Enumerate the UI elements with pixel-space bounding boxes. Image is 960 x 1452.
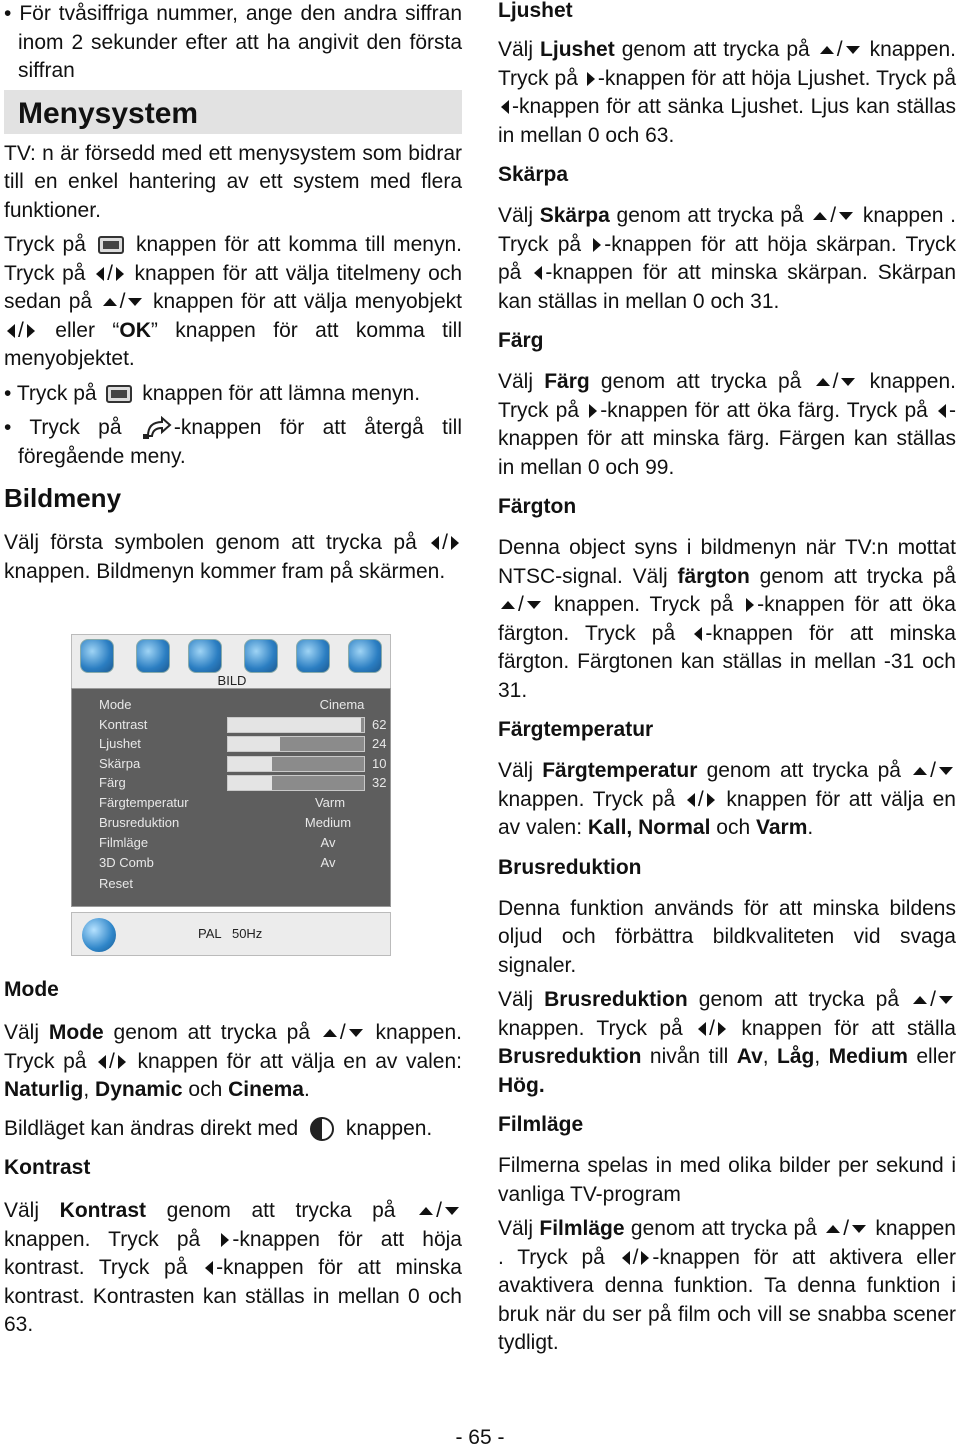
left-arrow-icon <box>694 627 702 641</box>
bildmeny-paragraph: Välj första symbolen genom att trycka på / knappen. Bildmenyn kommer fram på skärmen. <box>4 529 462 586</box>
signal-info: PAL 50Hz <box>198 926 263 941</box>
osd-row-filmlage: Filmläge <box>99 835 149 850</box>
right-arrow-icon <box>118 1055 126 1069</box>
left-arrow-icon <box>938 404 946 418</box>
menu-button-icon <box>98 236 124 254</box>
osd-row-fargtemperatur: Färgtemperatur <box>99 795 189 810</box>
down-arrow-icon <box>839 212 853 220</box>
kontrast-paragraph: Välj Kontrast genom att trycka på / knappen. Tryck på -knappen för att höja kontrast. Tryck på -knappen för att minska kontrast. Kontrasten kan ställas in mellan 0 och 63. <box>4 1199 462 1336</box>
left-arrow-icon <box>431 536 439 550</box>
left-arrow-icon <box>96 267 104 281</box>
picture-mode-button-icon <box>310 1117 334 1141</box>
osd-row-reset: Reset <box>99 876 133 891</box>
farg-bar-fill <box>228 776 272 790</box>
picture-menu-screenshot <box>71 634 391 956</box>
fargtemperatur-paragraph: Välj Färgtemperatur genom att trycka på / knappen. Tryck på / knappen för att välja en av valen: Kall, Normal och Varm. <box>498 759 956 839</box>
osd-row-mode: Mode <box>99 697 132 712</box>
edit-icon <box>296 639 330 673</box>
up-arrow-icon <box>913 996 927 1004</box>
osd-title: BILD <box>217 673 247 688</box>
brusreduktion-paragraph: Välj Brusreduktion genom att trycka på / knappen. Tryck på / knappen för att ställa Brusreduktion nivån till Av, Låg, Medium eller Hög. <box>498 988 957 1097</box>
left-arrow-icon <box>687 793 695 807</box>
left-column-lower <box>4 975 462 1340</box>
bullet-two-digit: • För tvåsiffriga nummer, ange den andra siffran inom 2 sekunder efter att ha angivit den första siffran <box>4 2 462 82</box>
menu-nav-paragraph: Tryck på knappen för att komma till menyn. Tryck på / knappen för att välja titelmeny och sedan på / knappen för att välja menyobjekt / eller “OK” knappen för att komma till menyobjektet. <box>4 233 462 370</box>
screen-icon <box>348 639 382 673</box>
right-arrow-icon <box>707 793 715 807</box>
filmlage-intro: Filmerna spelas in med olika bilder per sekund i vanliga TV-program <box>498 1154 956 1206</box>
filmlage-value: Av <box>320 835 336 850</box>
page-number: - 65 - <box>455 1426 505 1449</box>
ljushet-bar <box>227 736 365 752</box>
kontrast-value: 62 <box>372 717 387 732</box>
bildmeny-heading: Bildmeny <box>4 483 122 513</box>
right-arrow-icon <box>718 1022 726 1036</box>
mode-paragraph: Välj Mode genom att trycka på / knappen. Tryck på / knappen för att välja en av valen: Naturlig, Dynamic och Cinema. <box>4 1021 462 1101</box>
fargtemperatur-value: Varm <box>314 795 346 810</box>
mode-heading: Mode <box>4 978 59 1001</box>
down-arrow-icon <box>852 1225 866 1233</box>
left-arrow-icon <box>205 1261 213 1275</box>
up-arrow-icon <box>501 601 515 609</box>
osd-mode-value: Cinema <box>319 697 365 712</box>
left-arrow-icon <box>7 324 15 338</box>
brusreduktion-value: Medium <box>304 815 352 830</box>
down-arrow-icon <box>445 1207 459 1215</box>
menu-button-icon <box>106 385 132 403</box>
osd-info-bar <box>71 912 391 956</box>
fargton-paragraph: Denna object syns i bildmenyn när TV:n mottat NTSC-signal. Välj färgton genom att trycka på / knappen. Tryck på -knappen för att öka färgton. Tryck på -knappen för att minska färgton. Färgtonen kan ställas in mellan -31 och 31. <box>498 536 956 702</box>
skarpa-bar-fill <box>228 757 272 771</box>
down-arrow-icon <box>527 601 541 609</box>
right-arrow-icon <box>116 267 124 281</box>
right-arrow-icon <box>746 598 754 612</box>
bullet-two-digit-text: För tvåsiffriga nummer, ange den andra siffran inom 2 sekunder efter att ha angivit den första siffran <box>18 2 462 82</box>
osd-menu-body <box>71 688 391 907</box>
down-arrow-icon <box>128 298 142 306</box>
left-arrow-icon <box>501 100 509 114</box>
osd-row-3d-comb: 3D Comb <box>99 855 154 870</box>
ljushet-paragraph: Välj Ljushet genom att trycka på / knappen. Tryck på -knappen för att höja Ljushet. Tryck på -knappen för att sänka Ljushet. Ljus kan ställas in mellan 0 och 63. <box>498 38 956 147</box>
right-arrow-icon <box>593 238 601 252</box>
filmlage-paragraph: Välj Filmläge genom att trycka på / knappen . Tryck på / -knappen för att aktivera eller avaktivera denna funktion. Ta denna funktion i bruk när du ser på film och vill se snabba scener tydligt. <box>498 1217 956 1354</box>
osd-icon-bar <box>71 634 391 694</box>
farg-bar <box>227 775 365 791</box>
right-arrow-icon <box>589 404 597 418</box>
menysystem-heading: Menysystem <box>4 90 462 134</box>
up-arrow-icon <box>323 1029 337 1037</box>
right-arrow-icon <box>587 72 595 86</box>
gear-icon <box>244 639 278 673</box>
fargton-heading: Färgton <box>498 495 577 518</box>
right-arrow-icon <box>641 1251 649 1265</box>
fargtemperatur-heading: Färgtemperatur <box>498 718 654 741</box>
up-arrow-icon <box>820 46 834 54</box>
skarpa-paragraph: Välj Skärpa genom att trycka på / knappen . Tryck på -knappen för att höja skärpan. Tryck på -knappen för att minska skärpan. Skärpan kan ställas in mellan 0 och 31. <box>498 204 957 313</box>
down-arrow-icon <box>939 996 953 1004</box>
ljushet-value: 24 <box>372 736 387 751</box>
osd-row-brusreduktion: Brusreduktion <box>99 815 180 830</box>
filmlage-heading: Filmläge <box>498 1113 584 1136</box>
osd-row-farg: Färg <box>99 775 126 790</box>
down-arrow-icon <box>939 767 953 775</box>
right-arrow-icon <box>451 536 459 550</box>
left-arrow-icon <box>622 1251 630 1265</box>
kontrast-heading: Kontrast <box>4 1156 91 1179</box>
left-arrow-icon <box>98 1055 106 1069</box>
bildlage-paragraph: Bildläget kan ändras direkt med knappen. <box>4 1116 433 1140</box>
skarpa-value: 10 <box>372 756 387 771</box>
left-arrow-icon <box>698 1022 706 1036</box>
up-arrow-icon <box>913 767 927 775</box>
farg-paragraph: Välj Färg genom att trycka på / knappen. Tryck på -knappen för att öka färg. Tryck på -knappen för att minska färg. Färgen kan ställas in mellan 0 och 99. <box>498 370 957 479</box>
skarpa-heading: Skärpa <box>498 163 569 186</box>
right-arrow-icon <box>221 1233 229 1247</box>
left-arrow-icon <box>534 266 542 280</box>
osd-row-skarpa: Skärpa <box>99 756 141 771</box>
source-icon <box>82 918 116 952</box>
right-column <box>498 0 956 1358</box>
down-arrow-icon <box>349 1029 363 1037</box>
farg-heading: Färg <box>498 329 544 352</box>
intro-paragraph: TV: n är försedd med ett menysystem som bidrar till en enkel hantering av ett system med flera funktioner. <box>4 141 462 222</box>
people-icon <box>188 639 222 673</box>
brusreduktion-heading: Brusreduktion <box>498 855 642 879</box>
left-column <box>4 0 462 586</box>
down-arrow-icon <box>841 378 855 386</box>
bullet-exit-menu: • Tryck på knappen för att lämna menyn. <box>4 381 421 405</box>
home-icon <box>80 639 114 673</box>
up-arrow-icon <box>419 1207 433 1215</box>
brusreduktion-intro: Denna funktion används för att minska bildens oljud och förbättra bildkvaliteten vid svaga signaler. <box>498 896 956 977</box>
ljushet-heading: Ljushet <box>498 0 573 22</box>
ljushet-bar-fill <box>228 737 280 751</box>
osd-row-kontrast: Kontrast <box>99 717 148 732</box>
skarpa-bar <box>227 756 365 772</box>
up-arrow-icon <box>103 298 117 306</box>
globe-icon <box>136 639 170 673</box>
bullet-back-menu: • Tryck på -knappen för att återgå till föregående meny. <box>4 416 463 468</box>
up-arrow-icon <box>826 1225 840 1233</box>
kontrast-bar <box>227 717 365 733</box>
right-arrow-icon <box>27 324 35 338</box>
farg-value: 32 <box>372 775 387 790</box>
3d-comb-value: Av <box>320 855 336 870</box>
kontrast-bar-fill <box>228 718 361 732</box>
up-arrow-icon <box>816 378 830 386</box>
osd-row-ljushet: Ljushet <box>99 736 141 751</box>
down-arrow-icon <box>846 46 860 54</box>
up-arrow-icon <box>813 212 827 220</box>
back-button-icon <box>142 416 172 440</box>
